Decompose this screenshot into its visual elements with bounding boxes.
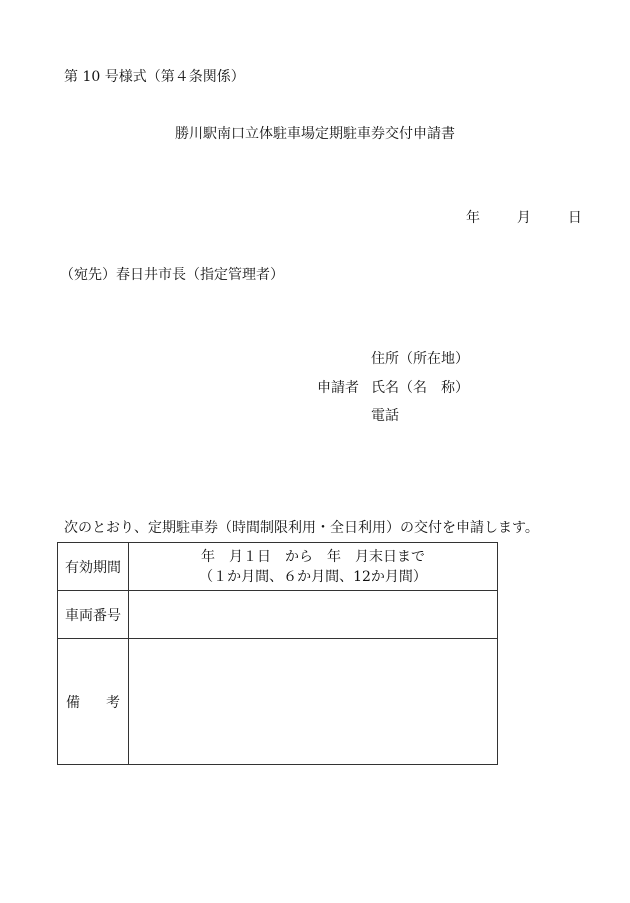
remarks-label xyxy=(58,639,129,765)
remarks-label-char-2: 考 xyxy=(106,694,120,711)
addressee: （宛先）春日井市長（指定管理者） xyxy=(60,267,284,283)
period-line-1: 年 月１日 から 年 月末日まで xyxy=(201,548,425,565)
application-table xyxy=(57,542,498,765)
table-row xyxy=(58,639,498,765)
form-number: 第 10 号様式（第４条関係） xyxy=(64,69,245,85)
remarks-label-char-1: 備 xyxy=(66,694,80,711)
remarks-value[interactable] xyxy=(129,639,498,765)
date-month: 月 xyxy=(516,210,531,226)
vehicle-value[interactable] xyxy=(129,591,498,639)
phone-label: 電話 xyxy=(371,408,399,424)
document-title: 勝川駅南口立体駐車場定期駐車券交付申請書 xyxy=(175,126,455,142)
date-year: 年 xyxy=(466,210,480,226)
name-label: 氏名（名 称） xyxy=(371,380,469,396)
date-line xyxy=(466,211,582,225)
applicant-label: 申請者 xyxy=(317,380,359,396)
period-value xyxy=(129,543,498,591)
period-line-2: （１か月間、６か月間、12か月間） xyxy=(199,568,427,585)
vehicle-label: 車両番号 xyxy=(58,591,129,639)
date-day: 日 xyxy=(567,210,582,226)
lead-text: 次のとおり、定期駐車券（時間制限利用・全日利用）の交付を申請します。 xyxy=(64,520,539,536)
period-label: 有効期間 xyxy=(58,543,129,591)
table-row xyxy=(58,543,498,591)
address-label: 住所（所在地） xyxy=(371,351,469,367)
table-row xyxy=(58,591,498,639)
